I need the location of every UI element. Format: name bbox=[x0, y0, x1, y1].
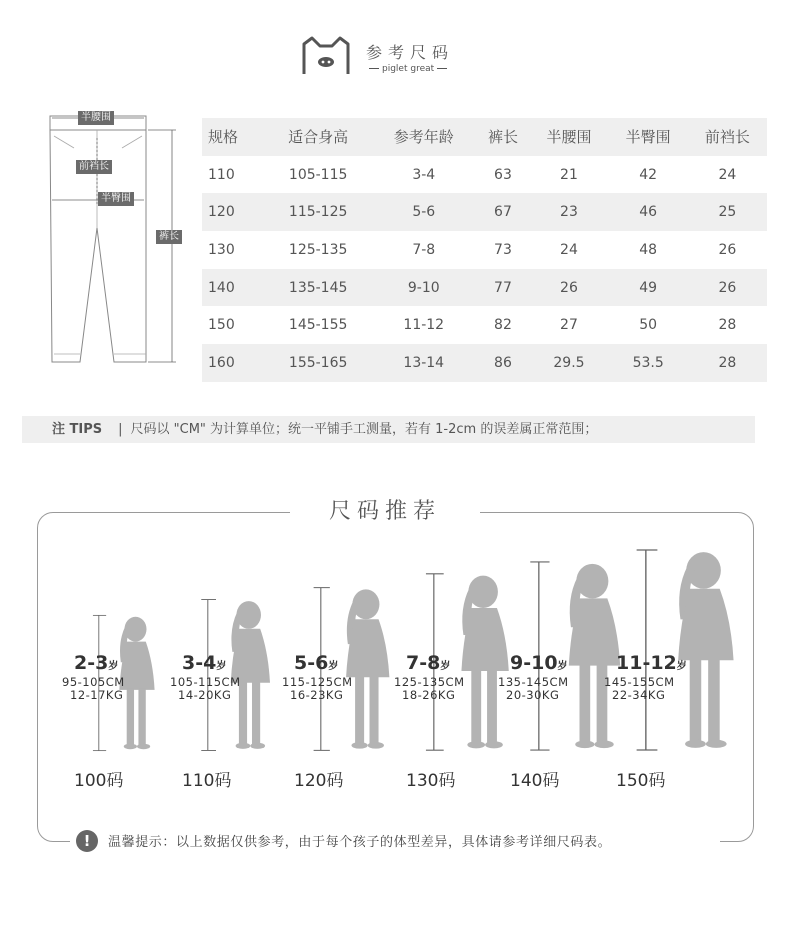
table-row bbox=[202, 231, 767, 269]
child-age-value: 2-3 bbox=[74, 652, 109, 674]
exclamation-icon: ! bbox=[76, 830, 98, 852]
size-code: 120码 bbox=[294, 771, 344, 791]
child-height-range: 145-155CM bbox=[604, 675, 675, 689]
table-row bbox=[202, 344, 767, 382]
waist-tag: 半腰围 bbox=[78, 111, 114, 125]
table-row bbox=[202, 156, 767, 194]
header-cell: 半臀围 bbox=[609, 118, 688, 156]
logo-title: 参考尺码 bbox=[366, 43, 455, 62]
child-height-range: 125-135CM bbox=[394, 675, 465, 689]
child-age bbox=[616, 652, 687, 674]
age-suffix: 岁 bbox=[440, 661, 451, 672]
age-suffix: 岁 bbox=[676, 661, 687, 672]
table-cell: 11-12 bbox=[403, 317, 445, 334]
table-cell: 86 bbox=[477, 344, 530, 382]
table-cell: 49 bbox=[609, 269, 688, 307]
table-cell: 77 bbox=[477, 269, 530, 307]
table-cell: 67 bbox=[477, 193, 530, 231]
table-cell: 23 bbox=[529, 193, 608, 231]
table-cell: 140 bbox=[202, 269, 265, 307]
child-weight-range: 14-20KG bbox=[178, 688, 232, 702]
table-cell: 25 bbox=[688, 193, 767, 231]
child-age-value: 11-12 bbox=[616, 652, 677, 674]
table-row bbox=[202, 306, 767, 344]
child-weight-range: 16-23KG bbox=[290, 688, 344, 702]
notice-text: 温馨提示：以上数据仅供参考，由于每个孩子的体型差异，具体请参考详细尺码表。 bbox=[108, 835, 612, 850]
piglet-logo-icon bbox=[300, 36, 352, 78]
age-suffix: 岁 bbox=[216, 661, 227, 672]
table-cell: 9-10 bbox=[371, 269, 477, 307]
child-height-range: 95-105CM bbox=[62, 675, 125, 689]
table-cell: 53.5 bbox=[609, 344, 688, 382]
child-silhouette bbox=[632, 548, 747, 752]
table-header-row bbox=[202, 118, 767, 156]
child-age-value: 9-10 bbox=[510, 652, 558, 674]
header-cell: 前裆长 bbox=[688, 118, 767, 156]
child-weight-range: 12-17KG bbox=[70, 688, 124, 702]
table-cell: 125-135 bbox=[288, 241, 348, 258]
child-height-range: 115-125CM bbox=[282, 675, 353, 689]
child-age-value: 3-4 bbox=[182, 652, 217, 674]
table-cell: 50 bbox=[639, 317, 658, 334]
table-cell: 145-155 bbox=[288, 317, 348, 334]
child-age bbox=[406, 652, 450, 674]
child-height-range: 105-115CM bbox=[170, 675, 241, 689]
recommend-title: 尺码推荐 bbox=[328, 499, 441, 524]
size-code: 140码 bbox=[510, 771, 560, 791]
table-cell: 21 bbox=[560, 166, 578, 183]
header-cell: 参考年龄 bbox=[371, 118, 477, 156]
brand-logo bbox=[300, 36, 480, 82]
table-cell: 105-115 bbox=[288, 166, 348, 183]
child-info bbox=[282, 676, 353, 702]
table-cell: 28 bbox=[718, 317, 737, 334]
table-cell: 26 bbox=[718, 241, 737, 258]
table-cell: 27 bbox=[560, 317, 578, 334]
header-cell: 规格 bbox=[202, 118, 265, 156]
table-cell: 63 bbox=[494, 166, 512, 183]
table-cell: 82 bbox=[494, 317, 512, 334]
age-suffix: 岁 bbox=[557, 661, 568, 672]
table-cell: 115-125 bbox=[265, 193, 371, 231]
table-cell: 130 bbox=[208, 241, 235, 258]
length-tag: 裤长 bbox=[156, 230, 182, 244]
table-cell: 13-14 bbox=[371, 344, 477, 382]
thigh-tag: 半臀围 bbox=[98, 192, 134, 206]
table-cell: 150 bbox=[208, 317, 235, 334]
table-cell: 5-6 bbox=[371, 193, 477, 231]
child-age bbox=[294, 652, 338, 674]
table-cell: 48 bbox=[639, 241, 658, 258]
child-weight-range: 22-34KG bbox=[612, 688, 666, 702]
table-cell: 42 bbox=[639, 166, 658, 183]
child-age-value: 5-6 bbox=[294, 652, 329, 674]
recommend-title-wrap bbox=[290, 496, 480, 528]
tips-separator: | bbox=[118, 422, 123, 437]
table-cell: 26 bbox=[529, 269, 608, 307]
table-cell: 26 bbox=[688, 269, 767, 307]
age-suffix: 岁 bbox=[328, 661, 339, 672]
child-age-value: 7-8 bbox=[406, 652, 441, 674]
table-cell: 160 bbox=[202, 344, 265, 382]
size-code: 130码 bbox=[406, 771, 456, 791]
tips-bar bbox=[22, 416, 755, 443]
table-cell: 24 bbox=[560, 241, 578, 258]
table-cell: 28 bbox=[688, 344, 767, 382]
tips-text: 尺码以 "CM" 为计算单位；统一平铺手工测量，若有 1-2cm 的误差属正常范围； bbox=[130, 422, 598, 437]
child-weight-range: 18-26KG bbox=[402, 688, 456, 702]
child-info bbox=[604, 676, 675, 702]
tips-label: 注 TIPS bbox=[52, 422, 103, 437]
logo-brand: piglet great bbox=[366, 64, 450, 74]
size-code: 100码 bbox=[74, 771, 124, 791]
table-cell: 29.5 bbox=[529, 344, 608, 382]
table-cell: 135-145 bbox=[265, 269, 371, 307]
table-cell: 120 bbox=[202, 193, 265, 231]
size-table bbox=[202, 118, 767, 382]
table-cell: 3-4 bbox=[412, 166, 436, 183]
child-info bbox=[62, 676, 125, 702]
table-cell: 155-165 bbox=[265, 344, 371, 382]
child-age bbox=[182, 652, 226, 674]
table-cell: 73 bbox=[494, 241, 512, 258]
table-cell: 7-8 bbox=[412, 241, 436, 258]
child-height-range: 135-145CM bbox=[498, 675, 569, 689]
child-info bbox=[170, 676, 241, 702]
table-cell: 110 bbox=[208, 166, 235, 183]
front-rise-tag: 前裆长 bbox=[76, 160, 112, 174]
table-row bbox=[202, 193, 767, 231]
child-info bbox=[394, 676, 465, 702]
header-cell: 适合身高 bbox=[265, 118, 371, 156]
child-info bbox=[498, 676, 569, 702]
table-row bbox=[202, 269, 767, 307]
header-cell: 半腰围 bbox=[529, 118, 608, 156]
size-code: 150码 bbox=[616, 771, 666, 791]
table-cell: 46 bbox=[609, 193, 688, 231]
age-suffix: 岁 bbox=[108, 661, 119, 672]
pants-diagram bbox=[40, 108, 200, 370]
child-age bbox=[510, 652, 568, 674]
child-weight-range: 20-30KG bbox=[506, 688, 560, 702]
size-code: 110码 bbox=[182, 771, 232, 791]
child-age bbox=[74, 652, 118, 674]
header-cell: 裤长 bbox=[477, 118, 530, 156]
table-cell: 24 bbox=[718, 166, 737, 183]
